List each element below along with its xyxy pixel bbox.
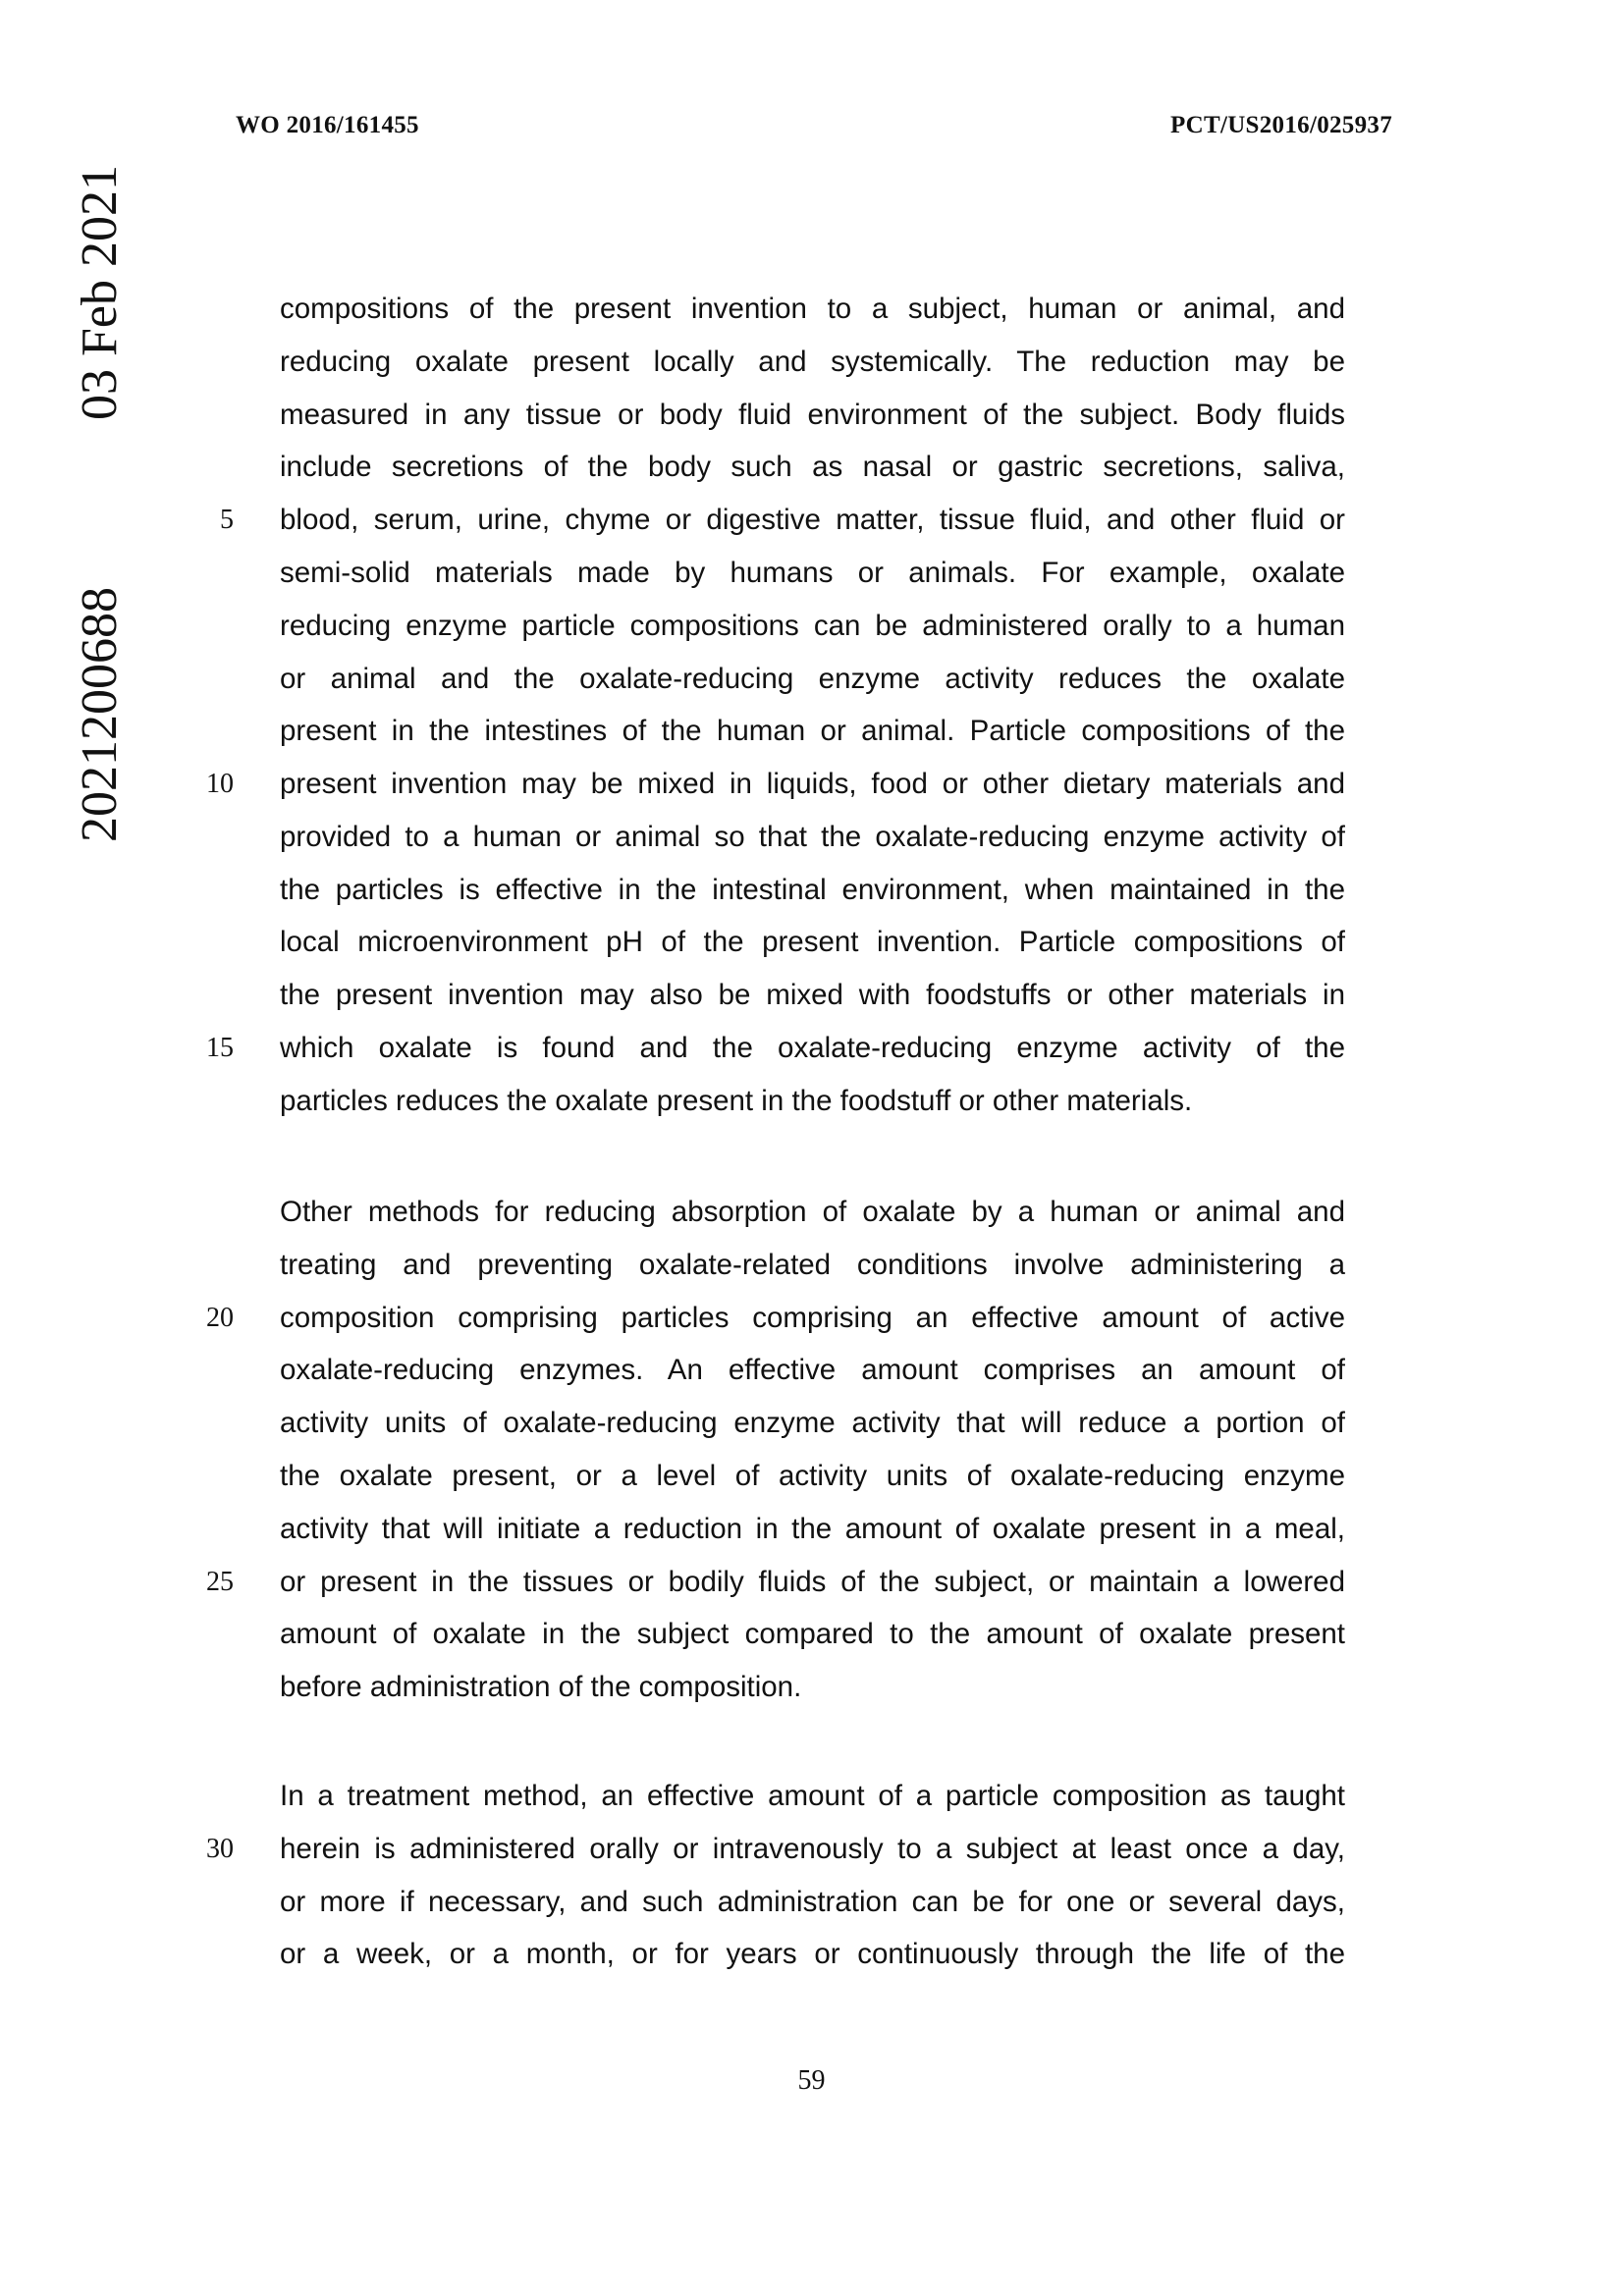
side-stamp-document-number: 2021200688 <box>72 587 128 842</box>
text-line: amount of oxalate in the subject compared to the amount of oxalate present <box>280 1618 1345 1651</box>
text-line: semi-solid materials made by humans or animals. For example, oxalate <box>280 556 1345 589</box>
text-line: or a week, or a month, or for years or continuously through the life of the <box>280 1938 1345 1971</box>
line-number: 15 <box>206 1033 234 1064</box>
text-line: provided to a human or animal so that the oxalate-reducing enzyme activity of <box>280 820 1345 853</box>
text-line: measured in any tissue or body fluid environment of the subject. Body fluids <box>280 398 1345 431</box>
text-line: compositions of the present invention to a subject, human or animal, and <box>280 293 1345 325</box>
text-line: present in the intestines of the human or animal. Particle compositions of the <box>280 715 1345 748</box>
text-line: include secretions of the body such as nasal or gastric secretions, saliva, <box>280 451 1345 484</box>
text-line: composition comprising particles comprising an effective amount of active <box>280 1301 1345 1334</box>
text-line: In a treatment method, an effective amount of a particle composition as taught <box>280 1780 1345 1812</box>
side-stamp-date: 03 Feb 2021 <box>72 165 128 420</box>
text-line: or animal and the oxalate-reducing enzyme activity reduces the oxalate <box>280 662 1345 695</box>
text-line: before administration of the composition. <box>280 1671 802 1704</box>
text-line: blood, serum, urine, chyme or digestive matter, tissue fluid, and other fluid or <box>280 504 1345 537</box>
line-number: 25 <box>206 1566 234 1597</box>
text-line: herein is administered orally or intravenously to a subject at least once a day, <box>280 1832 1345 1865</box>
text-line: activity units of oxalate-reducing enzyme activity that will reduce a portion of <box>280 1407 1345 1440</box>
text-line: treating and preventing oxalate-related conditions involve administering a <box>280 1248 1345 1281</box>
line-number: 10 <box>206 769 234 800</box>
text-line: present invention may be mixed in liquids, food or other dietary materials and <box>280 768 1345 801</box>
text-line: the present invention may also be mixed with foodstuffs or other materials in <box>280 979 1345 1012</box>
publication-number: WO 2016/161455 <box>236 112 419 138</box>
text-line: the particles is effective in the intestinal environment, when maintained in the <box>280 873 1345 906</box>
text-line: Other methods for reducing absorption of oxalate by a human or animal and <box>280 1196 1345 1228</box>
application-number: PCT/US2016/025937 <box>1170 112 1392 138</box>
text-line: which oxalate is found and the oxalate-reducing enzyme activity of the <box>280 1032 1345 1065</box>
text-line: reducing enzyme particle compositions can be administered orally to a human <box>280 609 1345 642</box>
text-line: reducing oxalate present locally and systemically. The reduction may be <box>280 345 1345 378</box>
text-line: or present in the tissues or bodily fluids of the subject, or maintain a lowered <box>280 1565 1345 1598</box>
text-line: or more if necessary, and such administration can be for one or several days, <box>280 1885 1345 1918</box>
line-number: 20 <box>206 1302 234 1333</box>
text-line: local microenvironment pH of the present invention. Particle compositions of <box>280 926 1345 959</box>
line-number: 30 <box>206 1833 234 1864</box>
page-number: 59 <box>797 2065 826 2096</box>
text-line: the oxalate present, or a level of activity units of oxalate-reducing enzyme <box>280 1459 1345 1492</box>
text-line: activity that will initiate a reduction in the amount of oxalate present in a meal, <box>280 1512 1345 1545</box>
text-line: oxalate-reducing enzymes. An effective amount comprises an amount of <box>280 1354 1345 1387</box>
text-line: particles reduces the oxalate present in the foodstuff or other materials. <box>280 1084 1193 1117</box>
line-number: 5 <box>220 505 234 536</box>
